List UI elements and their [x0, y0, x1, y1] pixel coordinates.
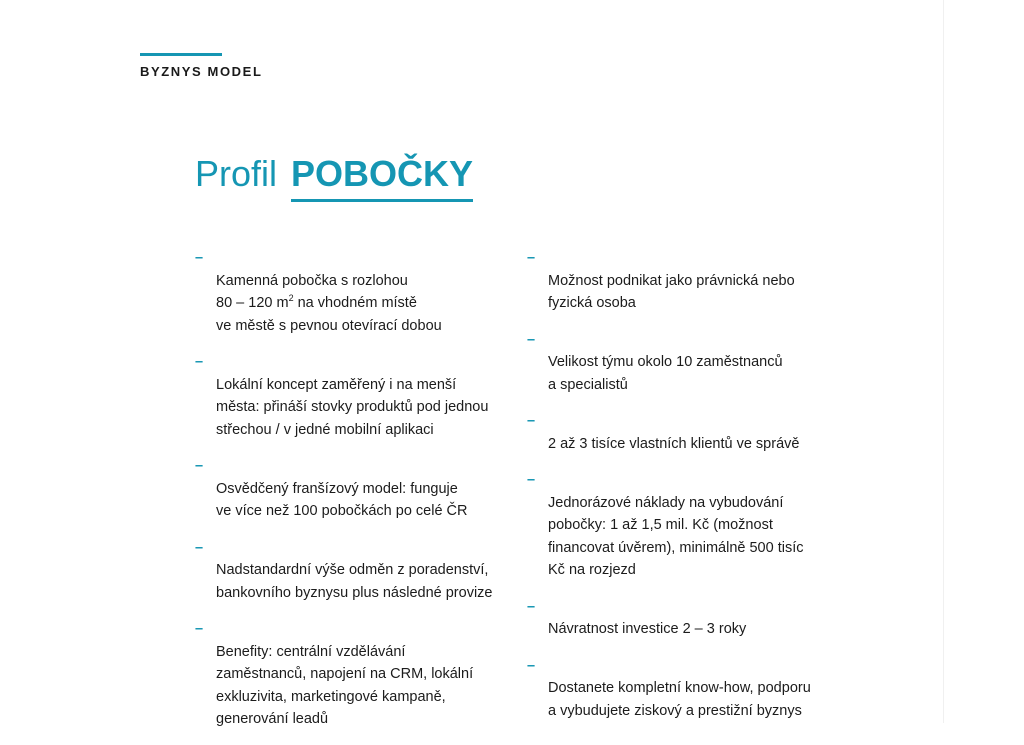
- bullet-dash: –: [527, 657, 536, 674]
- right-bullet-list: [527, 247, 847, 736]
- list-item: [195, 537, 515, 605]
- list-item-text: Nadstandardní výše odměn z poradenství, bankovního byznysu plus následné provize: [216, 562, 493, 601]
- bullet-dash: –: [527, 250, 536, 266]
- superscript: 2: [288, 293, 294, 304]
- list-item: [527, 247, 847, 315]
- list-item-text: Jednorázové náklady na vybudování pobočky: 1 až 1,5 mil. Kč (možnost financovat úvěrem), minimálně 500 tisíc Kč na rozjezd: [548, 494, 804, 578]
- list-item-text: Dostanete kompletní know-how, podporu a vybudujete ziskový a prestižní byznys: [548, 680, 811, 719]
- list-item-text: 2 až 3 tisíce vlastních klientů ve správě: [548, 435, 800, 452]
- list-item-text: Velikost týmu okolo 10 zaměstnanců a specialistů: [548, 354, 783, 393]
- left-bullet-list: [195, 247, 515, 745]
- list-item-text: Kamenná pobočka s rozlohou 80 – 120 m: [216, 272, 408, 311]
- bullet-dash: –: [527, 598, 536, 615]
- list-item-text: Lokální koncept zaměřený i na menší města: přináší stovky produktů pod jednou střechou / v jedné mobilní aplikaci: [216, 376, 489, 438]
- list-item: [527, 329, 847, 397]
- list-item: [195, 351, 515, 441]
- title-bold: POBOČKY: [291, 150, 473, 202]
- list-item: [195, 618, 515, 731]
- bullet-dash: –: [527, 331, 536, 348]
- bullet-dash: –: [195, 354, 204, 370]
- list-item: [527, 410, 847, 455]
- list-item: [527, 469, 847, 582]
- list-item: [527, 596, 847, 641]
- section-accent-bar: [140, 53, 222, 56]
- bullet-dash: –: [195, 458, 204, 474]
- list-item: [195, 455, 515, 523]
- section-label: BYZNYS MODEL: [140, 64, 263, 79]
- bullet-dash: –: [195, 539, 204, 556]
- list-item-text: Benefity: centrální vzdělávání zaměstnanců, napojení na CRM, lokální exkluzivita, marketingové kampaně, generování leadů: [216, 643, 474, 727]
- page-title: [195, 150, 473, 202]
- bullet-dash: –: [195, 250, 204, 266]
- list-item: [195, 247, 515, 337]
- page-edge: [943, 0, 1024, 723]
- list-item-text: Osvědčený franšízový model: funguje ve více než 100 pobočkách po celé ČR: [216, 480, 468, 519]
- title-light: Profil: [195, 153, 278, 194]
- list-item-text: Možnost podnikat jako právnická nebo fyzická osoba: [548, 272, 795, 311]
- list-item: [527, 655, 847, 723]
- bullet-dash: –: [195, 621, 204, 637]
- bullet-dash: –: [527, 413, 536, 429]
- bullet-dash: –: [527, 472, 536, 488]
- list-item-text: Návratnost investice 2 – 3 roky: [548, 621, 747, 637]
- list-item-text: na vhodném místě ve městě s pevnou otevírací dobou: [216, 295, 442, 334]
